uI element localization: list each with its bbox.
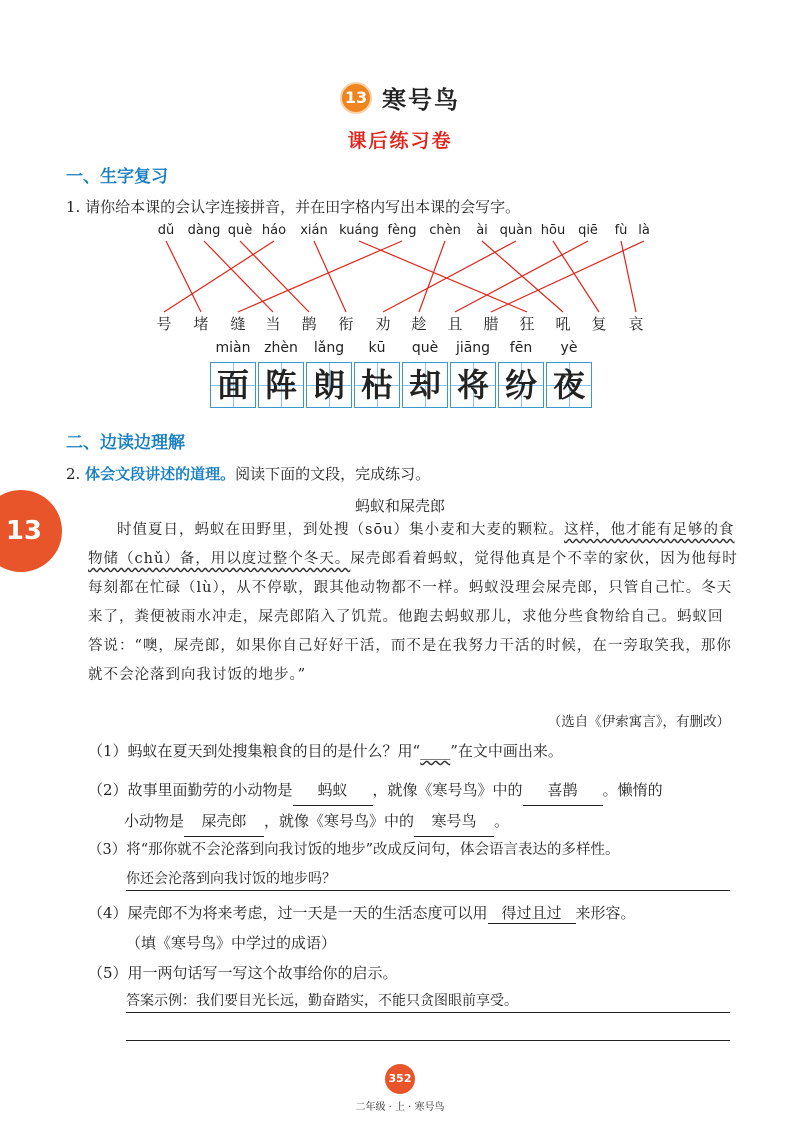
sq2-answer-3[interactable]: 屎壳郎 [184,806,264,837]
sq2-text-d: 小动物是 [124,812,185,830]
match-line [166,241,201,312]
match-line [553,241,599,312]
char-item[interactable]: 狂 [519,315,535,333]
pinyin-item[interactable]: fù [614,223,628,238]
match-line [164,241,274,312]
sq1-text-a: （1）蚂蚁在夏天到处搜集粮食的目的是什么？用“ [88,742,421,760]
sq2-text-c: 。懒惰的 [602,781,663,799]
char-item[interactable]: 劝 [375,315,391,333]
writing-grid-cell[interactable]: 纷 [498,362,544,408]
sq4-note: （填《寒号鸟》中学过的成语） [126,934,337,952]
pinyin-item[interactable]: xián [300,223,328,238]
question-2 [66,463,430,484]
passage-title: 蚂蚁和屎壳郎 [354,497,445,515]
lesson-number-badge: 13 [340,82,372,114]
writing-grid-cell[interactable]: 将 [450,362,496,408]
sq2-answer-2[interactable]: 喜鹊 [523,775,603,806]
lesson-title: 寒号鸟 [382,85,460,114]
pinyin-item[interactable]: quàn [499,223,533,238]
match-line [238,241,402,312]
writing-grid-cell[interactable]: 枯 [354,362,400,408]
char-item[interactable]: 缝 [230,315,246,333]
write-pinyin-item: kū [368,340,386,356]
sq2-answer-4[interactable]: 寒号鸟 [414,806,494,837]
sub-question-1 [88,740,563,761]
sq2-answer-1[interactable]: 蚂蚁 [293,775,373,806]
sq1-wavy-mark: ____ [420,742,451,760]
char-item[interactable]: 号 [156,315,172,333]
page-number-badge: 352 [385,1064,415,1094]
char-item[interactable]: 衔 [338,315,354,333]
sq5-answer-line-2[interactable] [126,1022,730,1041]
write-pinyin-item: fēn [509,340,533,356]
page-footer: 二年级 · 上 · 寒号鸟 [355,1102,445,1113]
sq3-answer-line[interactable]: 你还会沦落到向我讨饭的地步吗？ [126,868,730,891]
sq1-text-b: ”在文中画出来。 [450,742,563,760]
writing-grid-cell[interactable]: 阵 [258,362,304,408]
pinyin-item[interactable]: ài [476,223,488,238]
sub-question-5: （5）用一两句话写一写这个故事给你的启示。 [88,964,398,982]
write-pinyin-item: zhèn [264,340,298,356]
char-item[interactable]: 当 [265,315,281,333]
char-item[interactable]: 吼 [555,315,571,333]
write-pinyin-item: yè [560,340,578,356]
sq2-text-e: ，就像《寒号鸟》中的 [264,812,415,830]
pinyin-item[interactable]: qiē [578,223,598,238]
match-line [359,241,527,312]
sq4-text-a: （4）屎壳郎不为将来考虑，过一天是一天的生活态度可以用 [88,904,488,922]
char-item[interactable]: 复 [591,315,607,333]
sub-question-4 [88,902,636,924]
passage-source: （选自《伊索寓言》，有删改） [547,714,730,730]
question-1: 1. 请你给本课的会认字连接拼音，并在田字格内写出本课的会写字。 [66,198,521,216]
sq4-answer[interactable]: 得过且过 [488,902,576,924]
sub-question-3: （3）将“那你就不会沦落到向我讨饭的地步”改成反问句，体会语言表达的多样性。 [88,842,620,858]
passage-body [88,516,738,690]
pinyin-item[interactable]: dàng [187,223,221,238]
sq4-text-b: 来形容。 [575,904,636,922]
match-line [383,241,516,312]
char-item[interactable]: 鹊 [301,315,317,333]
sq2-text-b: ，就像《寒号鸟》中的 [372,781,523,799]
lesson-side-tab: 13 [0,490,62,572]
question-2-focus: 体会文段讲述的道理。 [85,465,236,483]
pinyin-item[interactable]: fèng [387,223,417,238]
section1-heading: 一、生字复习 [66,167,168,187]
write-pinyin-item: jiāng [455,340,491,356]
pinyin-item[interactable]: dǔ [157,223,175,238]
question-2-instruction: 阅读下面的文段，完成练习。 [235,465,431,483]
passage-text-c: 屎壳郎看着蚂蚁，觉得他真是个不幸的家伙，因为他每时每刻都在忙碌（lù），从不停歇，跟其他动物都不一样。蚂蚁没理会屎壳郎，只管自己忙。冬天来了，粪便被雨水冲走，屎壳郎陷入了饥荒。他跑去蚂蚁那儿，求他分些食物给自己。蚂蚁回答说：“噢，屎壳郎，如果你自己好好干活，而不是在我努力干活的时候，在一旁取笑我，那你就不会沦落到向我讨饭的地步。” [88,551,738,683]
writing-grid-cell[interactable]: 夜 [546,362,592,408]
pinyin-item[interactable]: là [638,223,650,238]
passage-marked-sentence: 这样，他才能有足够的食物储（chǔ）备，用以度过整个冬天。 [88,522,735,567]
write-pinyin-item: lǎng [313,340,345,356]
sq2-text-f: 。 [494,812,510,830]
match-line [419,241,445,312]
char-item[interactable]: 哀 [628,315,644,333]
match-line [621,241,636,312]
question-2-number: 2. [66,465,81,483]
char-item[interactable]: 趁 [411,315,427,333]
page-subtitle: 课后练习卷 [347,130,453,152]
section2-heading: 二、边读边理解 [66,433,185,453]
char-item[interactable]: 且 [447,315,463,333]
pinyin-item[interactable]: hōu [540,223,566,238]
pinyin-item[interactable]: kuáng [339,223,379,238]
writing-grid-cell[interactable]: 却 [402,362,448,408]
char-item[interactable]: 堵 [193,315,209,333]
sq5-answer-line-1[interactable]: 答案示例：我们要目光长远，勤奋踏实，不能只贪图眼前享受。 [126,990,730,1013]
passage-text-a: 时值夏日，蚂蚁在田野里，到处搜（sōu）集小麦和大麦的颗粒。 [117,522,565,538]
match-line [240,241,309,312]
pinyin-item[interactable]: què [227,223,253,238]
sub-question-2 [88,775,748,837]
pinyin-item[interactable]: chèn [429,223,461,238]
write-pinyin-item: miàn [215,340,251,356]
write-pinyin-item: què [411,340,439,356]
char-item[interactable]: 腊 [483,315,499,333]
pinyin-item[interactable]: háo [261,223,287,238]
writing-grid-cell[interactable]: 面 [210,362,256,408]
sq2-text-a: （2）故事里面勤劳的小动物是 [88,781,293,799]
writing-grid-cell[interactable]: 朗 [306,362,352,408]
